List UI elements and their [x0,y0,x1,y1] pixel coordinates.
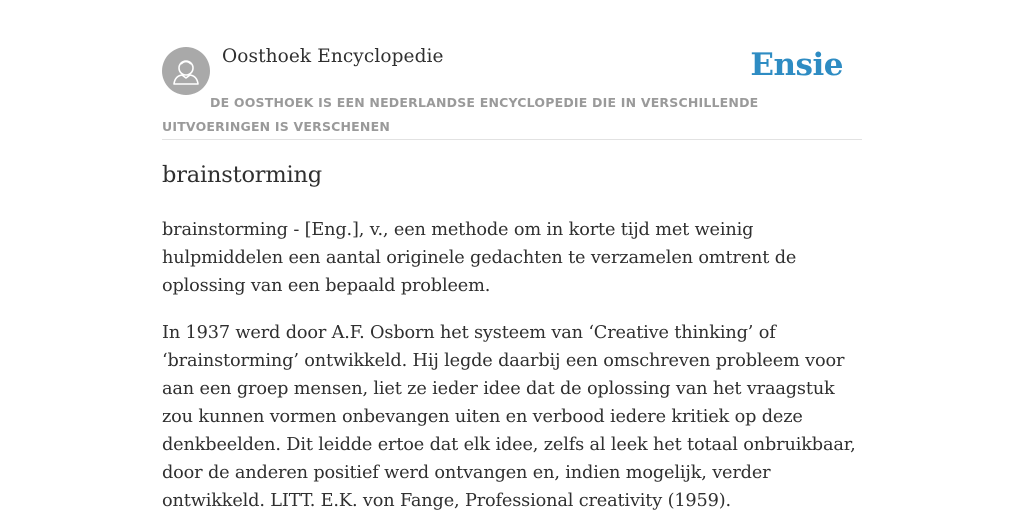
source-description: DE OOSTHOEK IS EEN NEDERLANDSE ENCYCLOPEDIE DIE IN VERSCHILLENDE UITVOERINGEN IS VERSCHENEN [162,95,759,134]
user-icon [162,47,210,95]
entry-paragraph: brainstorming - [Eng.], v., een methode om in korte tijd met weinig hulpmiddelen een aantal originele gedachten te verzamelen omtrent de oplossing van een bepaald probleem. [162,220,797,296]
source-avatar[interactable] [162,47,210,95]
page-container [162,0,862,511]
ensie-logo[interactable]: Ensie [750,47,843,83]
entry-title: brainstorming [162,162,322,188]
source-header [162,0,862,140]
entry-paragraph: In 1937 werd door A.F. Osborn het systeem van ‘Creative thinking’ of ‘brainstorming’ ontwikkeld. Hij legde daarbij een omschreven probleem voor aan een groep mensen, liet ze ieder idee dat de oplossing van het vraagstuk zou kunnen vormen onbevangen uiten en verbood iedere kritiek op deze denkbeelden. Dit leidde ertoe dat elk idee, zelfs al leek het totaal onbruikbaar, door de anderen positief werd ontvangen en, indien mogelijk, verder ontwikkeld. LITT. E.K. von Fange, Professional creativity (1959). [162,323,856,511]
source-title-link[interactable]: Oosthoek Encyclopedie [222,46,444,67]
entry-body [162,216,862,512]
